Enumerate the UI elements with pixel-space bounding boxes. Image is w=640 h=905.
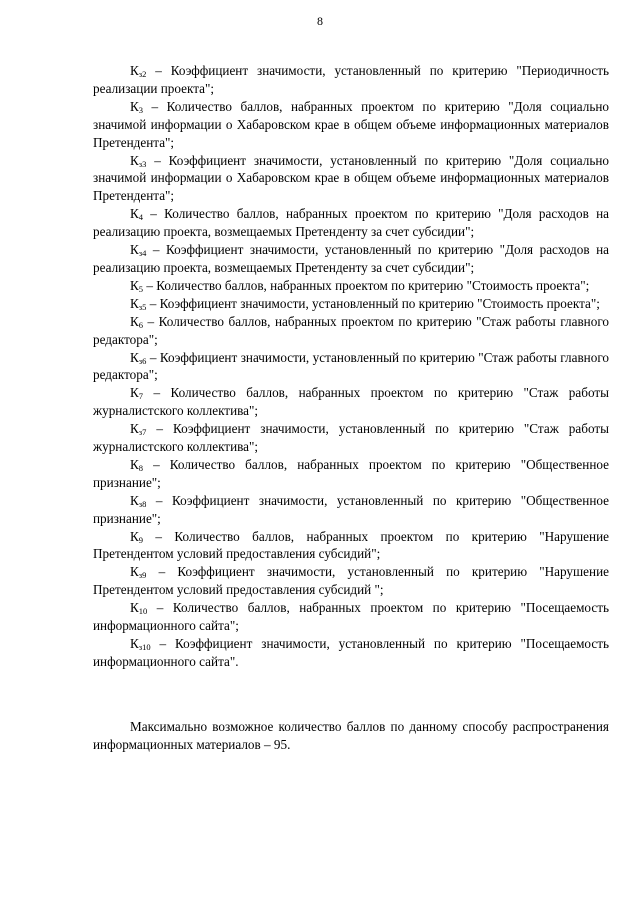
coefficient-subscript: з6	[138, 355, 147, 366]
coefficient-letter: К	[130, 277, 139, 293]
criterion-text: – Коэффициент значимости, установленный по критерию "Общественное признание";	[93, 492, 609, 526]
criterion-paragraph	[93, 313, 609, 349]
criterion-paragraph	[93, 492, 609, 528]
coefficient-subscript: 9	[138, 534, 144, 545]
coefficient-subscript: 6	[138, 319, 144, 330]
criterion-text: – Коэффициент значимости, установленный по критерию "Стаж работы журналистского коллектива";	[93, 421, 609, 455]
criterion-text: – Количество баллов, набранных проектом по критерию "Нарушение Претендентом условий предоставления субсидий";	[93, 528, 609, 562]
criterion-text: – Количество баллов, набранных проектом по критерию "Стаж работы главного редактора";	[93, 313, 609, 347]
coefficient-letter: К	[130, 492, 139, 508]
criterion-text: – Коэффициент значимости, установленный по критерию "Доля социально значимой информации о Хабаровском крае в общем объеме информационных материалов Претендента";	[93, 152, 609, 204]
coefficient-subscript: з8	[138, 498, 147, 509]
criterion-text: – Коэффициент значимости, установленный по критерию "Посещаемость информационного сайта".	[93, 636, 609, 669]
coefficient-subscript: 7	[138, 391, 144, 402]
coefficient-letter: К	[130, 421, 139, 437]
coefficient-letter: К	[130, 152, 139, 168]
coefficient-subscript: 8	[138, 462, 144, 473]
criterion-text: – Количество баллов, набранных проектом по критерию "Стаж работы журналистского коллектива";	[93, 385, 609, 419]
criterion-paragraph	[93, 599, 609, 635]
criterion-paragraph	[93, 277, 609, 295]
coefficient-subscript: 10	[138, 606, 148, 617]
criterion-paragraph	[93, 205, 609, 241]
coefficient-subscript: 5	[138, 283, 144, 294]
coefficient-letter: К	[130, 636, 139, 651]
criterion-paragraph	[93, 528, 609, 564]
coefficient-letter: К	[130, 313, 139, 329]
coefficient-letter: К	[130, 63, 139, 78]
coefficient-subscript: з2	[138, 69, 147, 79]
coefficient-subscript: з3	[138, 158, 147, 169]
criterion-text: – Коэффициент значимости, установленный по критерию "Доля расходов на реализацию проекта, возмещаемых Претенденту за счет субсидии";	[93, 242, 609, 275]
coefficient-subscript: з7	[138, 427, 147, 438]
criterion-paragraph	[93, 349, 609, 385]
coefficient-subscript: 4	[138, 212, 144, 223]
criterion-text: – Количество баллов, набранных проектом по критерию "Посещаемость информационного сайта";	[93, 600, 609, 634]
criterion-text: – Коэффициент значимости, установленный по критерию "Стоимость проекта";	[146, 295, 600, 311]
criterion-paragraph	[93, 295, 609, 313]
coefficient-letter: К	[130, 242, 139, 258]
max-score-paragraph: Максимально возможное количество баллов по данному способу распространения информационных материалов – 95.	[93, 719, 609, 752]
coefficient-subscript: 3	[138, 104, 144, 115]
page-number: 8	[317, 14, 323, 28]
criterion-paragraph	[93, 635, 609, 671]
coefficient-subscript: з10	[138, 642, 151, 652]
coefficient-letter: К	[130, 349, 139, 365]
coefficient-subscript: з5	[138, 301, 147, 312]
criterion-paragraph	[93, 563, 609, 599]
coefficient-subscript: з9	[138, 570, 147, 581]
criterion-text: – Количество баллов, набранных проектом по критерию "Общественное признание";	[93, 456, 609, 490]
coefficient-letter: К	[130, 600, 139, 616]
coefficient-subscript: з4	[138, 248, 147, 259]
coefficient-letter: К	[130, 295, 139, 311]
coefficient-letter: К	[130, 528, 139, 544]
criteria-list	[93, 62, 609, 671]
criterion-paragraph	[93, 152, 609, 206]
coefficient-letter: К	[130, 206, 139, 222]
criterion-paragraph	[93, 98, 609, 152]
criterion-paragraph	[93, 384, 609, 420]
coefficient-letter: К	[130, 385, 139, 401]
criterion-text: – Количество баллов, набранных проектом по критерию "Стоимость проекта";	[143, 277, 590, 293]
criterion-text: – Коэффициент значимости, установленный по критерию "Стаж работы главного редактора";	[93, 349, 609, 383]
criterion-paragraph	[93, 62, 609, 98]
criterion-text: – Количество баллов, набранных проектом по критерию "Доля социально значимой информации о Хабаровском крае в общем объеме информационных материалов Претендента";	[93, 98, 609, 150]
coefficient-letter: К	[130, 98, 139, 114]
criterion-paragraph	[93, 241, 609, 277]
coefficient-letter: К	[130, 456, 139, 472]
max-score-section	[93, 718, 609, 754]
criterion-paragraph	[93, 456, 609, 492]
coefficient-letter: К	[130, 564, 139, 580]
criterion-text: – Количество баллов, набранных проектом по критерию "Доля расходов на реализацию проекта, возмещаемых Претенденту за счет субсидии";	[93, 206, 609, 240]
criterion-paragraph	[93, 420, 609, 456]
criterion-text: – Коэффициент значимости, установленный по критерию "Периодичность реализации проекта";	[93, 63, 609, 96]
criterion-text: – Коэффициент значимости, установленный по критерию "Нарушение Претендентом условий предоставления субсидий ";	[93, 564, 609, 598]
